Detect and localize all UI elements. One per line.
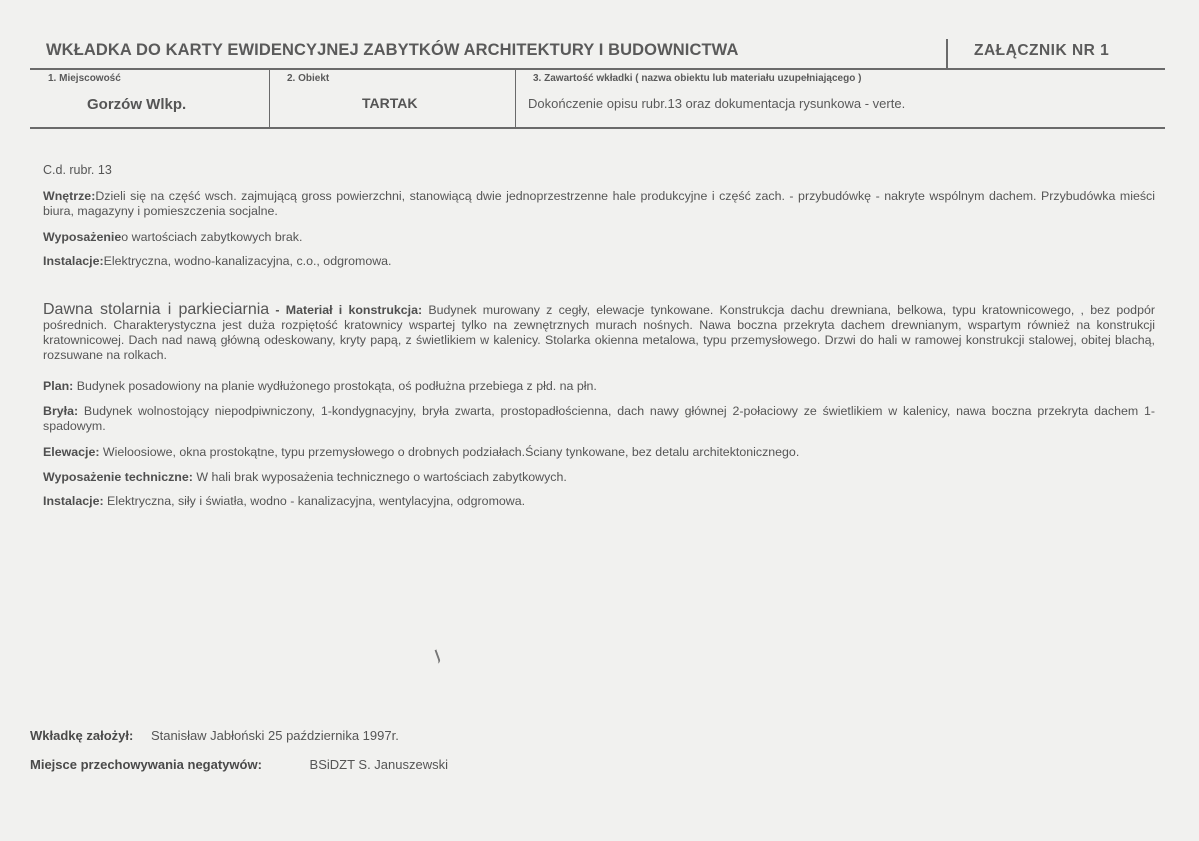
content-label: 3. Zawartość wkładki ( nazwa obiektu lub materiału uzupełniającego ): [533, 73, 862, 84]
installations-label: Instalacje:: [43, 254, 104, 268]
document-title: WKŁADKA DO KARTY EWIDENCYJNEJ ZABYTKÓW ARCHITEKTURY I BUDOWNICTWA: [46, 41, 739, 59]
object-value: TARTAK: [362, 95, 418, 111]
technical-equipment-text: W hali brak wyposażenia technicznego o wartościach zabytkowych.: [192, 470, 567, 484]
installations2-text: Elektryczna, siły i światła, wodno - kanalizacyjna, wentylacyjna, odgromowa.: [103, 494, 526, 508]
form-text: Budynek wolnostojący niepodpiwniczony, 1-kondygnacyjny, bryła zwarta, prostopadłościenna, dach nawy głównej 2-połaciowy ze świetlikiem w kalenicy, nawa boczna przekryta dachem 1- spadowym.: [43, 404, 1155, 433]
plan-label: Plan:: [43, 379, 74, 393]
place-value: Gorzów Wlkp.: [87, 96, 187, 113]
header-top-row: [30, 35, 1165, 70]
author-label: Wkładkę założył:: [30, 728, 134, 743]
form-label: Bryła:: [43, 404, 79, 418]
technical-equipment-label: Wyposażenie techniczne:: [43, 470, 193, 484]
technical-equipment-paragraph: [43, 470, 1155, 485]
author-line: [30, 728, 399, 743]
pen-mark: [431, 649, 441, 664]
cell-divider: [515, 69, 516, 127]
object-label: 2. Obiekt: [287, 73, 330, 84]
interior-text: Dzieli się na część wsch. zajmującą gross powierzchni, stanowiącą dwie jednoprzestrzenne hale produkcyjne i część zach. - przybudówkę - nakryte wspólnym dachem. Przybudówka mieści biura, magazyny i pomieszczenia socjalne.: [43, 189, 1155, 218]
material-label: - Materiał i konstrukcja:: [269, 303, 423, 317]
elevations-text: Wieloosiowe, okna prostokątne, typu przemysłowego o drobnych podziałach.Ściany tynkowane, bez detalu architektonicznego.: [99, 445, 800, 459]
installations2-label: Instalacje:: [43, 494, 104, 508]
interior-paragraph: [43, 189, 1155, 219]
form-paragraph: [43, 404, 1155, 434]
storage-line: [30, 757, 448, 772]
section-paragraph: [43, 302, 1155, 363]
elevations-paragraph: [43, 445, 1155, 460]
elevations-label: Elewacje:: [43, 445, 100, 459]
place-label: 1. Miejscowość: [48, 73, 121, 84]
header-divider: [946, 39, 948, 69]
equipment-text: o wartościach zabytkowych brak.: [121, 230, 303, 244]
material-text: Budynek murowany z cegły, elewacje tynkowane. Konstrukcja dachu drewniana, belkowa, typu kratownicowego, , bez podpór pośrednich. Charakterystyczna jest duża rozpiętość kratownicy wspartej tylko na zewnętrznych murach nośnych. Nawa boczna przekryta dachem drewnianym, wspartym również na konstrukcji kratownicowej. Dach nad nawą główną odeskowany, kryty papą, z świetlikiem w kalenicy. Stolarka okienna metalowa, typu przemysłowego. Drzwi do hali w ramowej konstrukcji stalowej, obitej blachą, rozsuwane na rolkach.: [43, 303, 1155, 362]
installations-paragraph: [43, 254, 1155, 269]
interior-label: Wnętrze:: [43, 189, 96, 203]
annex-number: ZAŁĄCZNIK NR 1: [974, 42, 1110, 59]
plan-paragraph: [43, 379, 1155, 394]
equipment-paragraph: [43, 230, 1155, 245]
section-title: Dawna stolarnia i parkieciarnia: [43, 301, 270, 318]
installations-text: Elektryczna, wodno-kanalizacyjna, c.o., odgromowa.: [103, 254, 392, 268]
storage-label: Miejsce przechowywania negatywów:: [30, 757, 262, 772]
storage-value: BSiDZT S. Januszewski: [309, 757, 448, 772]
cell-divider: [269, 69, 270, 127]
continuation-label: C.d. rubr. 13: [43, 163, 112, 177]
plan-text: Budynek posadowiony na planie wydłużonego prostokąta, oś podłużna przebiega z płd. na płn.: [73, 379, 597, 393]
content-value: Dokończenie opisu rubr.13 oraz dokumentacja rysunkowa - verte.: [528, 96, 906, 111]
equipment-label: Wyposażenie: [43, 230, 122, 244]
author-value: Stanisław Jabłoński 25 października 1997r.: [150, 728, 399, 743]
header-fields-row: [30, 69, 1165, 129]
installations2-paragraph: [43, 494, 1155, 509]
